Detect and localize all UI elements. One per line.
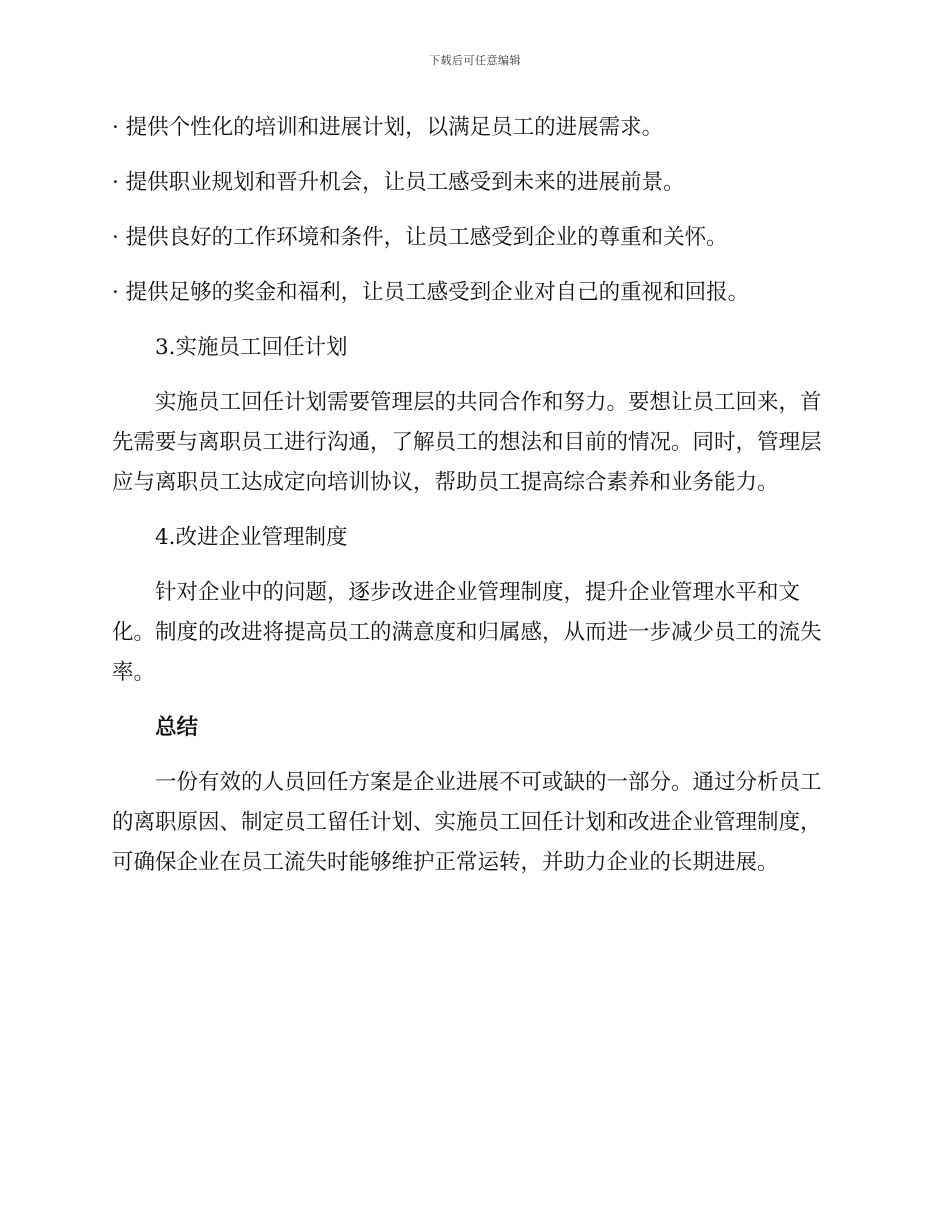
summary-heading: 总结 bbox=[155, 715, 199, 740]
bullet-item: · 提供个性化的培训和进展计划，以满足员工的进展需求。 bbox=[112, 115, 664, 140]
section-3-heading: 3.实施员工回任计划 bbox=[155, 335, 348, 360]
bullet-item: · 提供职业规划和晋升机会，让员工感受到未来的进展前景。 bbox=[112, 170, 685, 195]
bullet-item: · 提供良好的工作环境和条件，让员工感受到企业的尊重和关怀。 bbox=[112, 225, 728, 250]
document-body bbox=[112, 108, 832, 898]
section-3-paragraph: 实施员工回任计划需要管理层的共同合作和努力。要想让员工回来，首先需要与离职员工进行沟通，了解员工的想法和目前的情况。同时，管理层应与离职员工达成定向培训协议，帮助员工提高综合素养和业务能力。 bbox=[112, 390, 822, 495]
section-4-paragraph: 针对企业中的问题，逐步改进企业管理制度，提升企业管理水平和文化。制度的改进将提高员工的满意度和归属感，从而进一步减少员工的流失率。 bbox=[112, 580, 822, 685]
bullet-item: · 提供足够的奖金和福利，让员工感受到企业对自己的重视和回报。 bbox=[112, 280, 750, 305]
summary-paragraph: 一份有效的人员回任方案是企业进展不可或缺的一部分。通过分析员工的离职原因、制定员工留任计划、实施员工回任计划和改进企业管理制度，可确保企业在员工流失时能够维护正常运转，并助力企业的长期进展。 bbox=[112, 770, 822, 875]
page-header: 下载后可任意编辑 bbox=[429, 54, 521, 67]
section-4-heading: 4.改进企业管理制度 bbox=[155, 525, 348, 550]
